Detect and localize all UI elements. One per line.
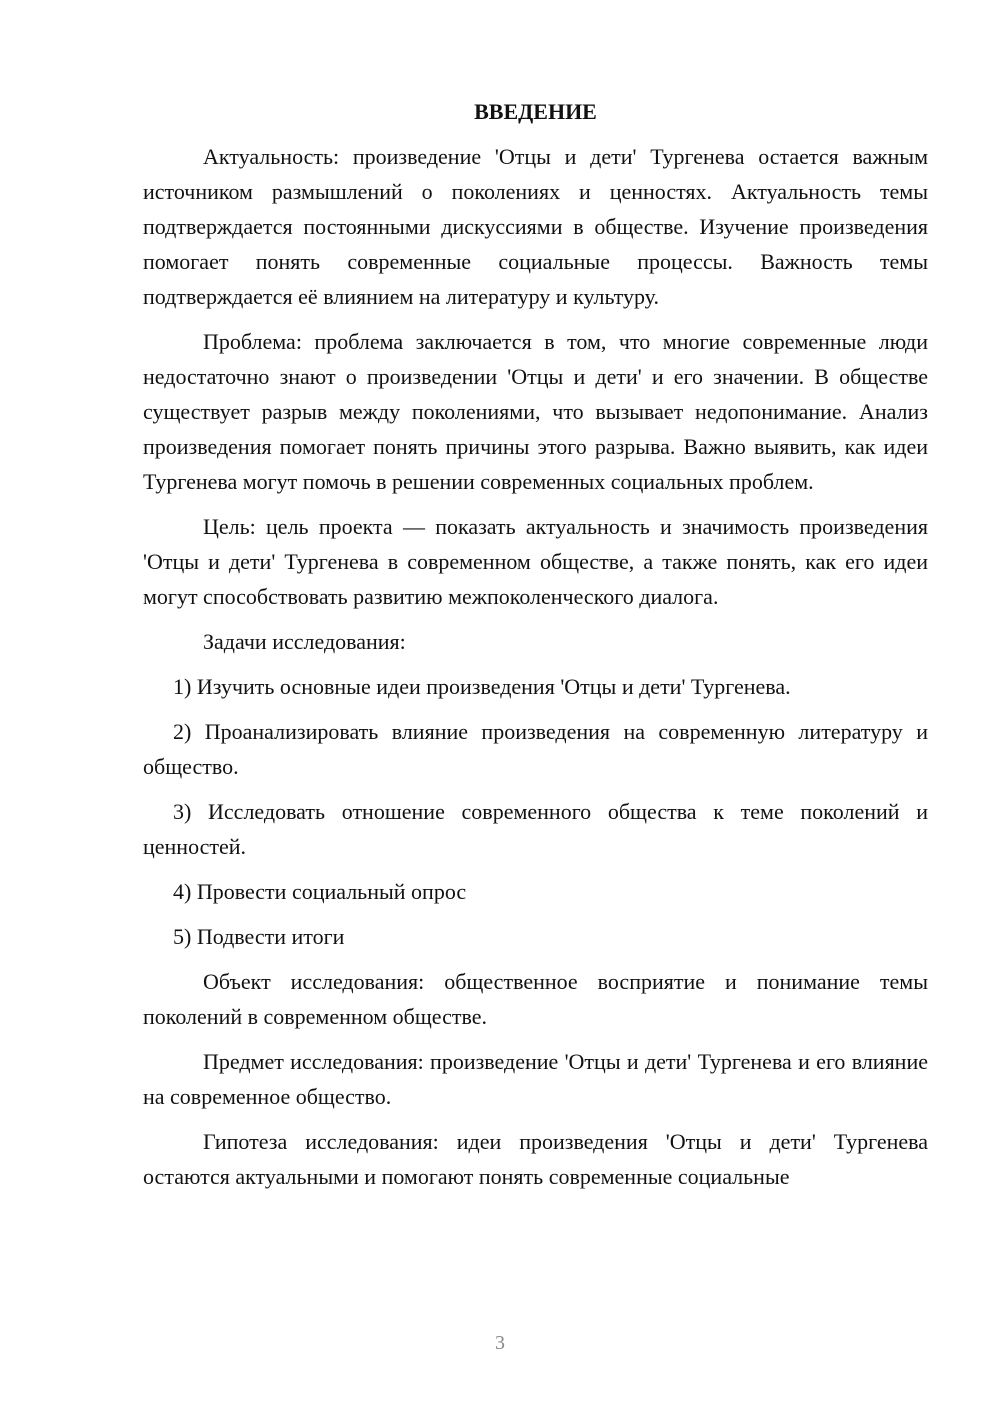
hypothesis-paragraph: Гипотеза исследования: идеи произведения 'Отцы и дети' Тургенева остаются актуальными и помогают понять современные социальные: [143, 1129, 928, 1189]
page-content: [143, 94, 928, 1204]
page-number: 3: [495, 1332, 505, 1354]
task-item-1: 1) Изучить основные идеи произведения 'Отцы и дети' Тургенева.: [173, 674, 791, 699]
object-paragraph: Объект исследования: общественное восприятие и понимание темы поколений в современном обществе.: [143, 969, 928, 1029]
task-item-2: 2) Проанализировать влияние произведения на современную литературу и общество.: [143, 719, 928, 779]
task-item-5: 5) Подвести итоги: [173, 924, 345, 949]
task-item-4: 4) Провести социальный опрос: [173, 879, 467, 904]
goal-paragraph: Цель: цель проекта — показать актуальность и значимость произведения 'Отцы и дети' Тургенева в современном обществе, а также понять, как его идеи могут способствовать развитию межпоколенческого диалога.: [143, 514, 928, 609]
task-item-3: 3) Исследовать отношение современного общества к теме поколений и ценностей.: [143, 799, 928, 859]
tasks-title: Задачи исследования:: [203, 629, 406, 654]
problem-paragraph: Проблема: проблема заключается в том, что многие современные люди недостаточно знают о произведении 'Отцы и дети' и его значении. В обществе существует разрыв между поколениями, что вызывает недопонимание. Анализ произведения помогает понять причины этого разрыва. Важно выявить, как идеи Тургенева могут помочь в решении современных социальных проблем.: [143, 329, 928, 494]
relevance-paragraph: Актуальность: произведение 'Отцы и дети' Тургенева остается важным источником размышлений о поколениях и ценностях. Актуальность темы подтверждается постоянными дискуссиями в обществе. Изучение произведения помогает понять современные социальные процессы. Важность темы подтверждается её влиянием на литературу и культуру.: [143, 144, 928, 309]
section-heading: ВВЕДЕНИЕ: [474, 99, 597, 124]
subject-paragraph: Предмет исследования: произведение 'Отцы и дети' Тургенева и его влияние на современное общество.: [143, 1049, 928, 1109]
